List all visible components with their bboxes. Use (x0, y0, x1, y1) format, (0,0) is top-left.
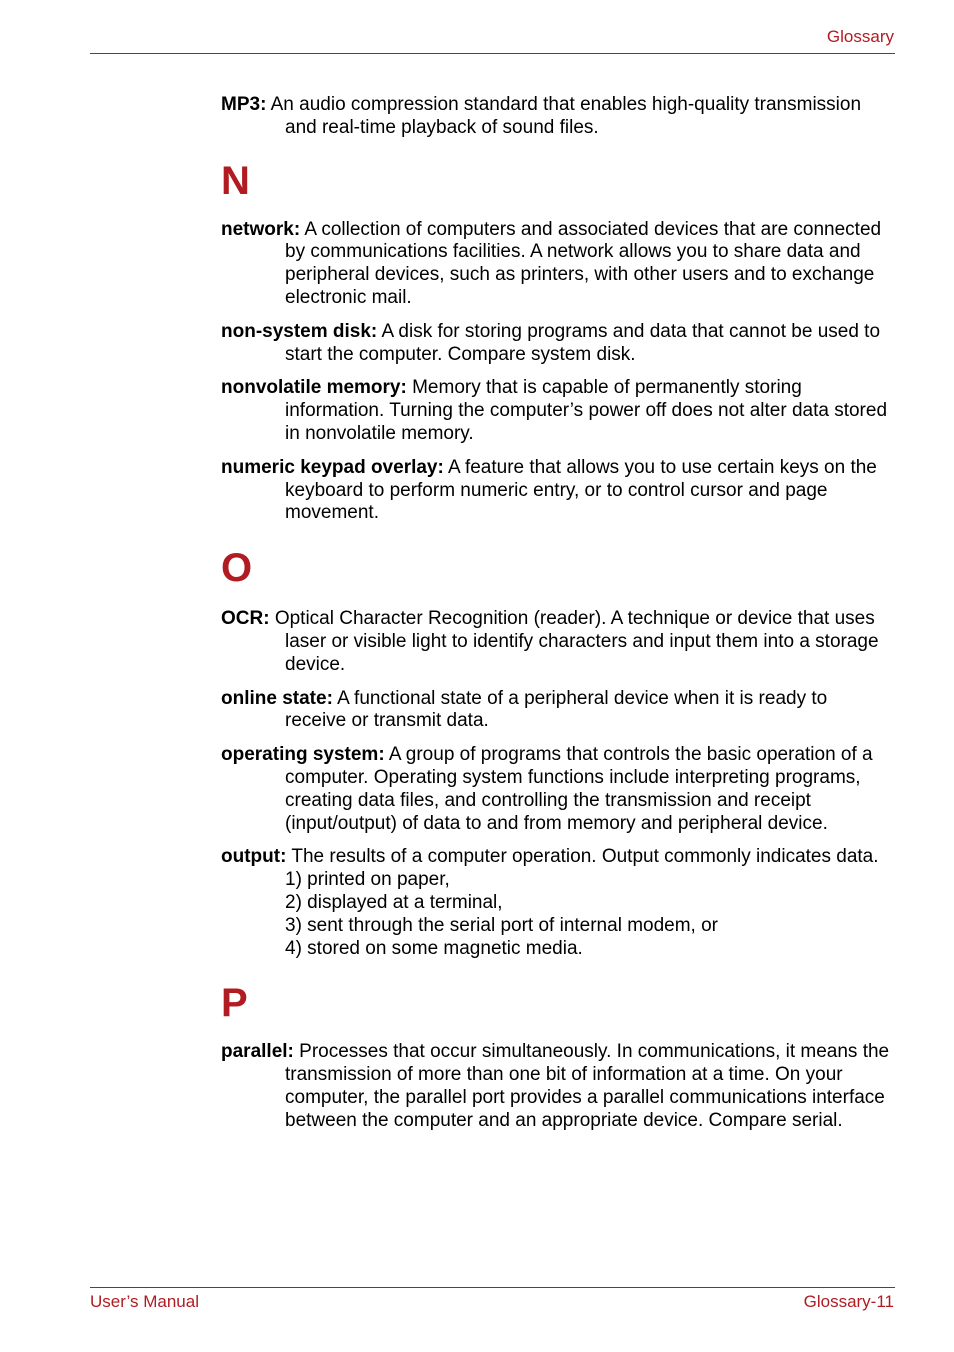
glossary-entry-network (221, 219, 891, 310)
glossary-term: nonvolatile memory: (221, 377, 407, 399)
glossary-definition: A collection of computers and associated devices that are connected by communications facilities. A network allows you to share data and peripheral devices, such as printers, with other users and to exchange electronic mail. (285, 218, 882, 308)
glossary-definition: A disk for storing programs and data that cannot be used to start the computer. Compare system disk. (285, 320, 881, 365)
section-letter-o: O (221, 546, 253, 591)
glossary-definition: A feature that allows you to use certain keys on the keyboard to perform numeric entry, or to control cursor and page movement. (285, 456, 877, 524)
glossary-term: non-system disk: (221, 320, 378, 342)
page-header-title: Glossary (826, 27, 894, 46)
glossary-term: network: (221, 218, 301, 240)
glossary-term: numeric keypad overlay: (221, 456, 444, 478)
output-list-item: 1) printed on paper, (285, 869, 450, 891)
glossary-entry-numeric-keypad-overlay (221, 457, 891, 525)
glossary-term: MP3: (221, 94, 267, 115)
output-list-item: 2) displayed at a terminal, (285, 891, 503, 913)
glossary-definition: An audio compression standard that enables high-quality transmission and real-time playback of sound files. (266, 94, 862, 138)
footer-divider (90, 1287, 895, 1288)
glossary-term: parallel: (221, 1041, 294, 1063)
glossary-term: operating system: (221, 744, 385, 766)
glossary-definition: Optical Character Recognition (reader). A technique or device that uses laser or visible light to identify characters and input them into a storage device. (269, 608, 879, 675)
glossary-entry-output (221, 846, 891, 960)
glossary-definition: The results of a computer operation. Output commonly indicates data. (286, 846, 879, 868)
glossary-entry-parallel (221, 1041, 891, 1132)
output-list-item: 4) stored on some magnetic media. (285, 937, 583, 959)
footer-page-number: Glossary-11 (803, 1292, 894, 1311)
glossary-entry-ocr (221, 608, 891, 676)
section-letter-n: N (221, 158, 250, 203)
glossary-content (221, 94, 891, 1144)
glossary-entry-non-system-disk (221, 321, 891, 367)
glossary-entry-nonvolatile-memory (221, 377, 891, 445)
glossary-term: online state: (221, 687, 333, 709)
header-divider (90, 53, 895, 54)
footer-manual-title: User’s Manual (90, 1292, 199, 1311)
glossary-entry-mp3 (221, 94, 891, 140)
glossary-entry-operating-system (221, 744, 891, 835)
glossary-term: output: (221, 846, 287, 868)
output-list-item: 3) sent through the serial port of internal modem, or (285, 914, 719, 936)
glossary-definition: A functional state of a peripheral device when it is ready to receive or transmit data. (285, 687, 828, 732)
section-letter-p: P (221, 981, 248, 1026)
glossary-term: OCR: (221, 608, 270, 630)
glossary-definition: A group of programs that controls the basic operation of a computer. Operating system functions include interpreting programs, creating data files, and controlling the transmission and receipt (input/output) of data to and from memory and peripheral device. (285, 744, 873, 834)
glossary-definition: Memory that is capable of permanently storing information. Turning the computer’s power off does not alter data stored in nonvolatile memory. (285, 377, 888, 444)
glossary-entry-online-state (221, 688, 891, 734)
glossary-definition: Processes that occur simultaneously. In communications, it means the transmission of more than one bit of information at a time. On your computer, the parallel port provides a parallel communications interface between the computer and an appropriate device. Compare serial. (285, 1041, 890, 1131)
